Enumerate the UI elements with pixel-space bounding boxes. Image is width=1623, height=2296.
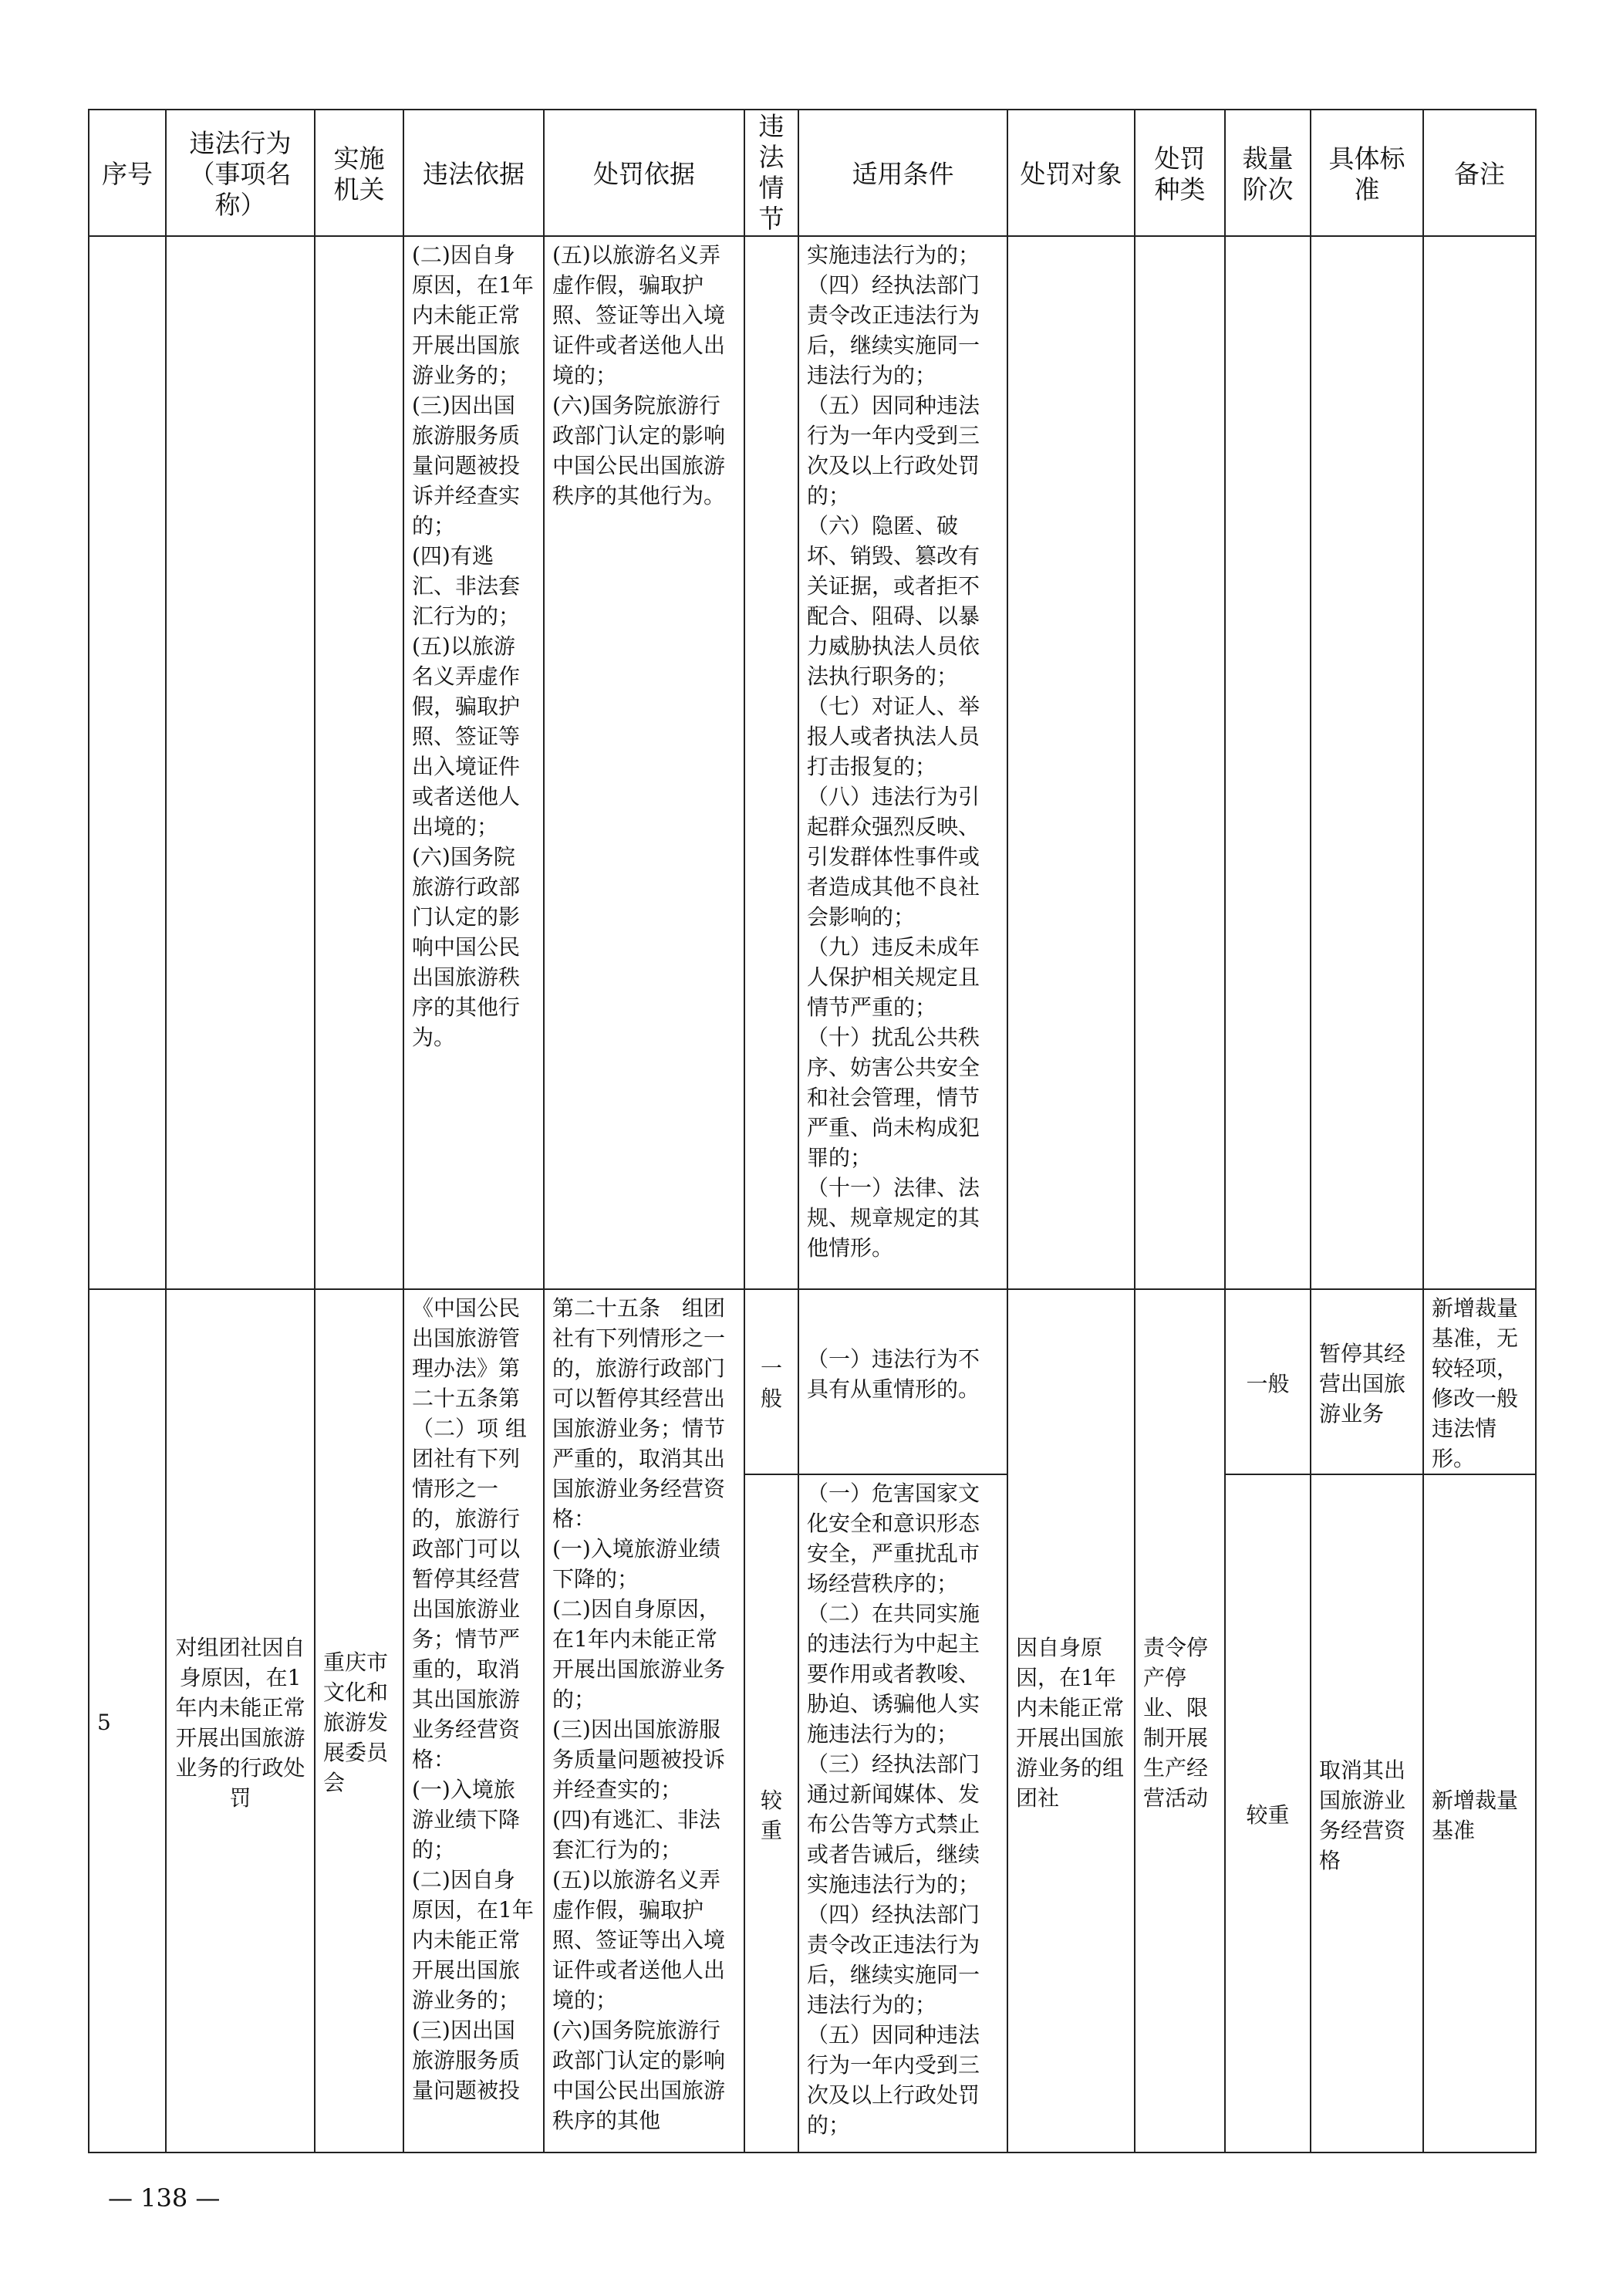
cell-seq — [89, 236, 166, 1289]
header-org: 实施机关 — [315, 110, 403, 236]
header-condition: 适用条件 — [798, 110, 1007, 236]
cell-circumstance-general: 一般 — [744, 1289, 798, 1474]
header-penalty-type: 处罚种类 — [1135, 110, 1225, 236]
header-standard: 具体标准 — [1311, 110, 1423, 236]
cell-note — [1423, 236, 1536, 1289]
header-target: 处罚对象 — [1007, 110, 1135, 236]
header-level: 裁量阶次 — [1225, 110, 1311, 236]
cell-condition-general: （一）违法行为不具有从重情形的。 — [798, 1289, 1007, 1474]
header-act: 违法行为（事项名称） — [166, 110, 315, 236]
cell-standard-severe: 取消其出国旅游业务经营资格 — [1311, 1474, 1423, 2152]
cell-penalty-type: 责令停产停业、限制开展生产经营活动 — [1135, 1289, 1225, 2152]
cell-level-severe: 较重 — [1225, 1474, 1311, 2152]
cell-penalty-type — [1135, 236, 1225, 1289]
cell-target: 因自身原因，在1年内未能正常开展出国旅游业务的组团社 — [1007, 1289, 1135, 2152]
cell-target — [1007, 236, 1135, 1289]
header-basis: 违法依据 — [403, 110, 544, 236]
header-penalty-basis: 处罚依据 — [544, 110, 744, 236]
page-number: — 138 — — [108, 2183, 221, 2213]
cell-basis: 《中国公民出国旅游管理办法》第二十五条第（二）项 组团社有下列情形之一的，旅游行政部门可以暂停其经营出国旅游业务；情节严重的，取消其出国旅游业务经营资格： (一)入境旅游业绩下降的； (二)因自身原因，在1年内未能正常开展出国旅游业务的； (三)因出国旅游服务质量问题被投 — [403, 1289, 544, 2152]
cell-circumstance-severe: 较重 — [744, 1474, 798, 2152]
penalty-standard-table — [88, 109, 1537, 2153]
header-note: 备注 — [1423, 110, 1536, 236]
cell-condition-severe: （一）危害国家文化安全和意识形态安全，严重扰乱市场经营秩序的； （二）在共同实施的违法行为中起主要作用或者教唆、胁迫、诱骗他人实施违法行为的； （三）经执法部门通过新闻媒体、发布公告等方式禁止或者告诫后，继续实施违法行为的； （四）经执法部门责令改正违法行为后，继续实施同一违法行为的； （五）因同种违法行为一年内受到三次及以上行政处罚的； — [798, 1474, 1007, 2152]
cell-level — [1225, 236, 1311, 1289]
cell-org — [315, 236, 403, 1289]
cell-org: 重庆市文化和旅游发展委员会 — [315, 1289, 403, 2152]
cell-penalty-basis: 第二十五条 组团社有下列情形之一的，旅游行政部门可以暂停其经营出国旅游业务；情节严重的，取消其出国旅游业务经营资格： (一)入境旅游业绩下降的； (二)因自身原因，在1年内未能正常开展出国旅游业务的； (三)因出国旅游服务质量问题被投诉并经查实的； (四)有逃汇、非法套汇行为的； (五)以旅游名义弄虚作假，骗取护照、签证等出入境证件或者送他人出境的； (六)国务院旅游行政部门认定的影响中国公民出国旅游秩序的其他 — [544, 1289, 744, 2152]
cell-standard — [1311, 236, 1423, 1289]
cell-act: 对组团社因自身原因，在1年内未能正常开展出国旅游业务的行政处罚 — [166, 1289, 315, 2152]
cell-level-general: 一般 — [1225, 1289, 1311, 1474]
cell-basis: (二)因自身原因，在1年内未能正常开展出国旅游业务的； (三)因出国旅游服务质量问题被投诉并经查实的； (四)有逃汇、非法套汇行为的； (五)以旅游名义弄虚作假，骗取护照、签证等出入境证件或者送他人出境的； (六)国务院旅游行政部门认定的影响中国公民出国旅游秩序的其他行为。 — [403, 236, 544, 1289]
cell-note-severe: 新增裁量基准 — [1423, 1474, 1536, 2152]
header-seq: 序号 — [89, 110, 166, 236]
cell-standard-general: 暂停其经营出国旅游业务 — [1311, 1289, 1423, 1474]
cell-note-general: 新增裁量基准，无较轻项，修改一般违法情形。 — [1423, 1289, 1536, 1474]
table-header-row — [89, 110, 1536, 236]
table-row-continued — [89, 236, 1536, 1289]
cell-penalty-basis: (五)以旅游名义弄虚作假，骗取护照、签证等出入境证件或者送他人出境的； (六)国务院旅游行政部门认定的影响中国公民出国旅游秩序的其他行为。 — [544, 236, 744, 1289]
cell-circumstance — [744, 236, 798, 1289]
header-circumstance: 违法情节 — [744, 110, 798, 236]
table-row-5-general — [89, 1289, 1536, 1474]
cell-seq: 5 — [89, 1289, 166, 2152]
cell-act — [166, 236, 315, 1289]
cell-condition: 实施违法行为的； （四）经执法部门责令改正违法行为后，继续实施同一违法行为的； （五）因同种违法行为一年内受到三次及以上行政处罚的； （六）隐匿、破坏、销毁、篡改有关证据，或者拒不配合、阻碍、以暴力威胁执法人员依法执行职务的； （七）对证人、举报人或者执法人员打击报复的； （八）违法行为引起群众强烈反映、引发群体性事件或者造成其他不良社会影响的； （九）违反未成年人保护相关规定且情节严重的； （十）扰乱公共秩序、妨害公共安全和社会管理，情节严重、尚未构成犯罪的； （十一）法律、法规、规章规定的其他情形。 — [798, 236, 1007, 1289]
